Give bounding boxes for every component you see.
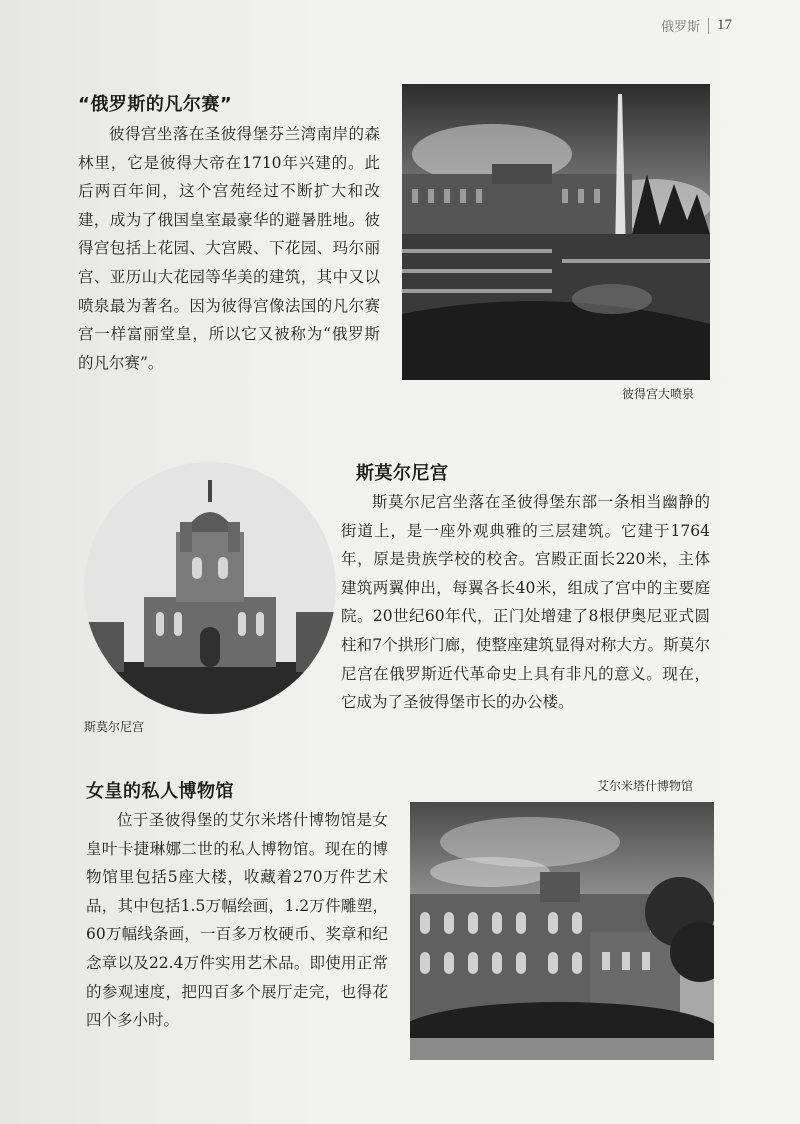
section-title-smolny: 斯莫尔尼宫 (356, 463, 449, 484)
peterhof-fountain-photo (402, 84, 710, 380)
header-divider (708, 18, 709, 34)
running-header (661, 16, 732, 35)
caption-peterhof: 彼得宫大喷泉 (622, 387, 695, 401)
section-title-peterhof: “俄罗斯的凡尔赛” (78, 94, 233, 115)
section-body-smolny: 斯莫尔尼宫坐落在圣彼得堡东部一条相当幽静的街道上，是一座外观典雅的三层建筑。它建于1764年，原是贵族学校的校舍。宫殿正面长220米，主体建筑两翼伸出，每翼各长40米，组成了宫中的主要庭院。20世纪60年代，正门处增建了8根伊奥尼亚式圆柱和7个拱形门廊，使整座建筑显得对称大方。斯莫尔尼宫在俄罗斯近代革命史上具有非凡的意义。现在，它成为了圣彼得堡市长的办公楼。 (341, 493, 710, 712)
section-body-peterhof: 彼得宫坐落在圣彼得堡芬兰湾南岸的森林里，它是彼得大帝在1710年兴建的。此后两百年间，这个宫苑经过不断扩大和改建，成为了俄国皇室最豪华的避暑胜地。彼得宫包括上花园、大宫殿、下花园、玛尔丽宫、亚历山大花园等华美的建筑，其中又以喷泉最为著名。因为彼得宫像法国的凡尔赛宫一样富丽堂皇，所以它又被称为“俄罗斯的凡尔赛”。 (78, 125, 380, 372)
header-section: 俄罗斯 (660, 20, 700, 35)
smolny-photo (84, 462, 336, 714)
caption-smolny: 斯莫尔尼宫 (84, 720, 145, 734)
hermitage-photo (410, 802, 714, 1060)
section-body-hermitage: 位于圣彼得堡的艾尔米塔什博物馆是女皇叶卡捷琳娜二世的私人博物馆。现在的博物馆里包括5座大楼，收藏着270万件艺术品，其中包括1.5万幅绘画，1.2万件雕塑，60万幅线条画，一百多万枚硬币、奖章和纪念章以及22.4万件实用艺术品。即使用正常的参观速度，把四百多个展厅走完，也得花四个多小时。 (86, 811, 388, 1030)
section-title-hermitage: 女皇的私人博物馆 (86, 781, 234, 802)
page-number: 17 (717, 17, 732, 33)
caption-hermitage: 艾尔米塔什博物馆 (597, 779, 694, 793)
